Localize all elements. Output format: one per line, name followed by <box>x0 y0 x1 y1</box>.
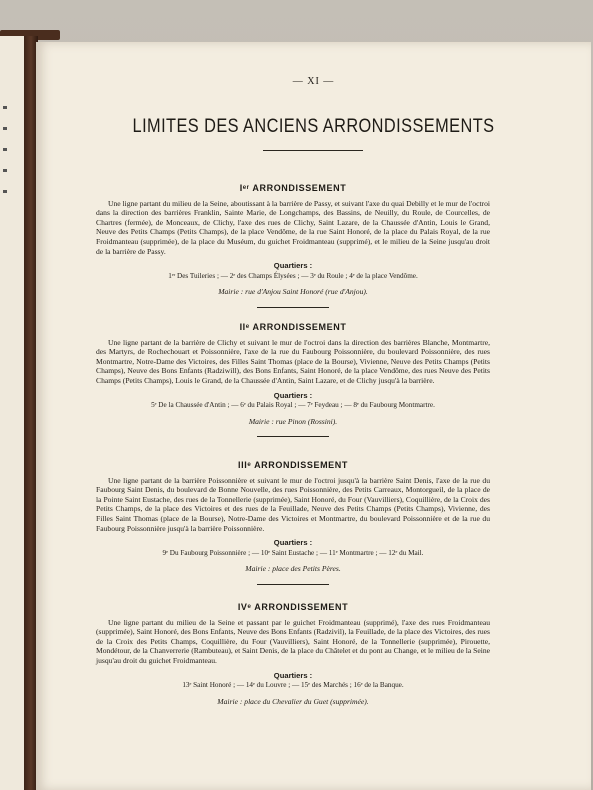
page-title: LIMITES DES ANCIENS ARRONDISSEMENTS <box>132 116 495 137</box>
mairie-line: Mairie : rue d'Anjou Saint Honoré (rue d'Anjou). <box>218 287 368 297</box>
section-heading: IIIᵉ ARRONDISSEMENT <box>238 460 348 470</box>
facing-page <box>0 36 25 790</box>
section-body: Une ligne partant de la barrière de Clichy et suivant le mur de l'octroi dans la direction des barrières Blanche, Montmartre, des Martyrs, de Rochechouart et Poissonnière, l'axe de la rue du Faubourg Poissonnière, du boulevard Poissonnière, des rues Montmartre, Notre-Dame des Victoires, des Filles Saint Thomas (place de la Bourse), Vivienne, Neuve des Petits Champs (Petits Champs), Neuve des Bons Enfants (Radziwill), des Bons Enfants, Saint Honoré, de la place Vendôme, des rues Neuve des Petits Champs (Petits Champs), Louis le Grand, de la Chaussée d'Antin, Saint Lazare, et de Clichy jusqu'à la barrière. <box>96 337 490 385</box>
section-divider <box>257 307 329 308</box>
quartiers-label: Quartiers : <box>273 670 313 680</box>
quartiers-list: 9ᵉ Du Faubourg Poissonnière ; — 10ᵉ Saint Eustache ; — 11ᵉ Montmartre ; — 12ᵉ du Mail. <box>162 548 424 557</box>
section-divider <box>257 584 329 585</box>
mairie-line: Mairie : place des Petits Pères. <box>245 564 341 574</box>
section-arrondissement-4 <box>96 603 490 706</box>
section-arrondissement-2 <box>96 323 490 437</box>
section-divider <box>257 436 329 437</box>
section-body: Une ligne partant de la barrière Poissonnière et suivant le mur de l'octroi jusqu'à la barrière Saint Denis, l'axe de la rue du Faubourg Saint Denis, du boulevard de Bonne Nouvelle, des rues Poissonnière, des Petits Carreaux, Montorgueil, de la place de la Pointe Saint Eustache, des rues de la Tonnellerie (supprimée), Saint Honoré, du Four (Vauvilliers), Coquillière, de la Croix des Petits Champs, de la place des Victoires et des rues de la Feuillade, Neuve des Petits Champs (Petits Champs), Vivienne, des Filles Saint Thomas (place de la Bourse), Notre-Dame des Victoires et Montmartre, du boulevard Poissonnière et de la rue du Faubourg Poissonnière jusqu'à la barrière Poissonnière. <box>96 475 490 533</box>
quartiers-list: 13ᵉ Saint Honoré ; — 14ᵉ du Louvre ; — 15ᵉ des Marchés ; 16ᵉ de la Banque. <box>182 681 404 690</box>
section-heading: IVᵉ ARRONDISSEMENT <box>237 602 349 612</box>
quartiers-list: 1ᵉʳ Des Tuileries ; — 2ᵉ des Champs Élysées ; — 3ᵉ du Roule ; 4ᵉ de la place Vendôme. <box>168 271 418 280</box>
section-heading: Iᵉʳ ARRONDISSEMENT <box>239 183 347 193</box>
page-number: — XI — <box>292 76 335 87</box>
quartiers-label: Quartiers : <box>273 390 313 400</box>
document-page <box>36 42 591 790</box>
section-arrondissement-1 <box>96 184 490 308</box>
title-divider <box>263 150 363 151</box>
quartiers-label: Quartiers : <box>273 538 313 548</box>
section-heading: IIᵉ ARRONDISSEMENT <box>239 322 347 332</box>
mairie-line: Mairie : rue Pinon (Rossini). <box>248 416 338 426</box>
mairie-line: Mairie : place du Chevalier du Guet (supprimée). <box>217 696 369 706</box>
section-arrondissement-3 <box>96 461 490 585</box>
section-body: Une ligne partant du milieu de la Seine, aboutissant à la barrière de Passy, et suivant l'axe du quai Debilly et le mur de l'octroi dans la direction des barrières Franklin, Sainte Marie, de Longchamps, des Bassins, de Neuilly, du Roule, de Courcelles, de Chartres (fermée), de Monceaux, de Clichy, l'axe des rues de Clichy, Saint Lazare, de la Chaussée d'Antin, Louis le Grand, Neuve des Petits Champs (Petits Champs), de la place Vendôme, de la rue Saint Honoré, de la place du Palais Royal, de la rue Froidmanteau (supprimée), de la place du Muséum, du guichet Froidmanteau (supprimé), et le milieu de la Seine jusqu'au droit de la barrière de Passy. <box>96 198 490 256</box>
quartiers-list: 5ᵉ De la Chaussée d'Antin ; — 6ᵉ du Palais Royal ; — 7ᵉ Feydeau ; — 8ᵉ du Faubourg Montmartre. <box>151 401 435 410</box>
quartiers-label: Quartiers : <box>273 261 313 271</box>
section-body: Une ligne partant du milieu de la Seine et passant par le guichet Froidmanteau (supprimé), l'axe des rues Froidmanteau (supprimée), Saint Honoré, des Bons Enfants, Neuve des Bons Enfants (Radzivil), la Feuillade, de la place des Victoires, des rues de la Croix des Petits Champs, Coquillière, du Four (Vauvilliers), Saint Honoré, de la Tonnellerie (supprimée), Pirouette, Mondétour, de la Chanverrerie (Rambuteau), et Saint Denis, de la place du Châtelet et du pont au Change, et le milieu de la Seine jusqu'au droit du guichet Froidmanteau. <box>96 617 490 665</box>
